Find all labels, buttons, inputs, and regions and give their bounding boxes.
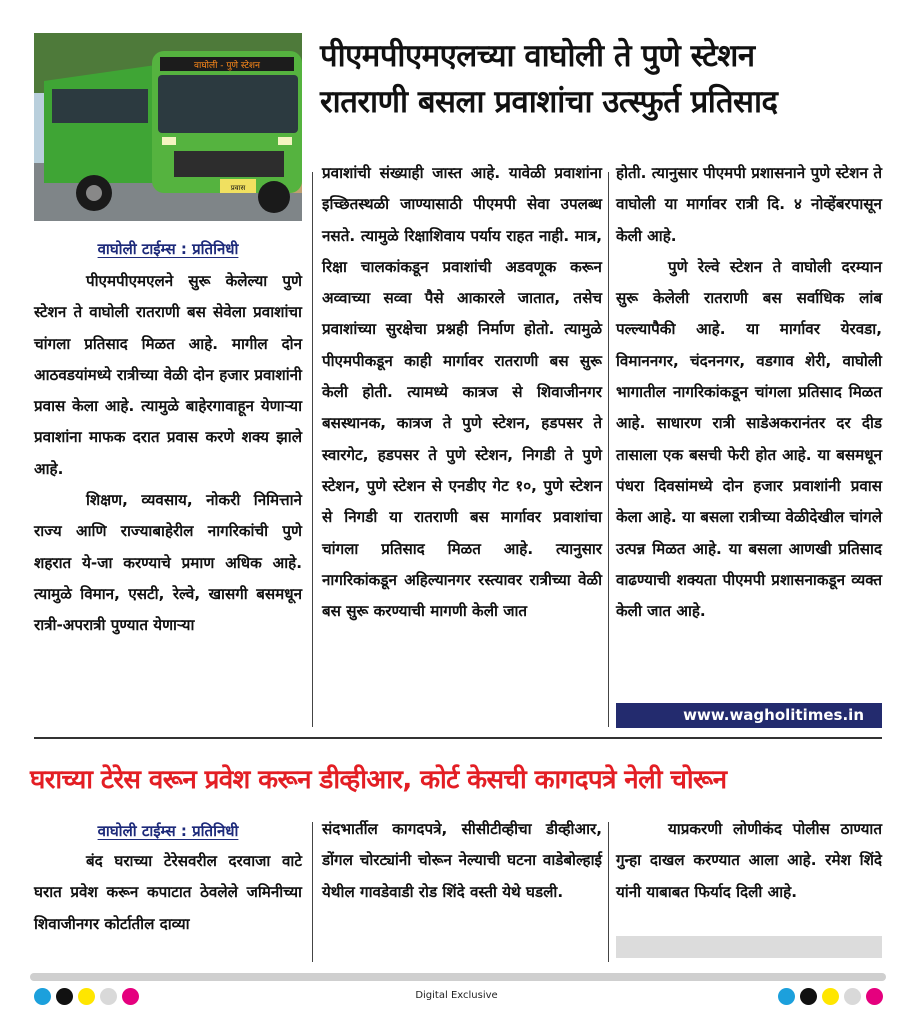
- story1-col3-para1: होती. त्यानुसार पीएमपी प्रशासनाने पुणे स्टेशन ते वाघोली या मार्गावर रात्री दि. ४ नोव्हेंबरपासून केली आहे.: [616, 164, 882, 245]
- bus-route-plate: प्रवास: [230, 184, 246, 192]
- column-divider: [312, 822, 313, 962]
- column-divider: [312, 172, 313, 727]
- story1-byline: वाघोली टाईम्स : प्रतिनिधी: [97, 240, 239, 258]
- story2-column-1: [34, 816, 302, 940]
- story1-col3-para2: पुणे रेल्वे स्टेशन ते वाघोली दरम्यान सुरू केलेली रातराणी बस सर्वाधिक लांब पल्ल्यापैकी आहे. या मार्गावर येरवडा, विमाननगर, चंदननगर, वडगाव शेरी, वाघोली भागातील नागरिकांकडून चांगला प्रतिसाद मिळत आहे. साधारण रात्री साडेअकरानंतर दर दीड तासाला एक बसची फेरी होत आहे. या बसमधून पंधरा दिवसांमध्ये दोन हजार प्रवाशांनी प्रवास केला आहे. या बसला रात्रीच्या वेळीदेखील चांगले उत्पन्न मिळत आहे. या बसला आणखी प्रतिसाद वाढण्याची शक्यता पीएमपी प्रशासनाकडून व्यक्त केली जात आहे.: [616, 257, 882, 621]
- black-swatch-icon: [800, 988, 817, 1005]
- story1-column-3: [616, 158, 882, 627]
- gray-placeholder-box: [616, 936, 882, 958]
- footer-bar: [30, 973, 886, 981]
- story1-col1-para1: पीएमपीएमएलने सुरू केलेल्या पुणे स्टेशन ते वाघोली रातराणी बस सेवेला प्रवाशांचा चांगला प्रतिसाद मिळत आहे. मागील दोन आठवडयांमध्ये रात्रीच्या वेळी दोन हजार प्रवाशांनी प्रवास केला आहे. त्यामुळे बाहेरगावाहून येणाऱ्या प्रवाशांना माफक दरात प्रवास करणे शक्य झाले आहे.: [34, 272, 302, 478]
- story1-headline-line1: पीएमपीएमएलच्या वाघोली ते पुणे स्टेशन: [320, 38, 755, 74]
- website-bar: www.wagholitimes.in: [616, 703, 882, 728]
- story2-col2-para: संदभार्तील कागदपत्रे, सीसीटीव्हीचा डीव्हीआर, डोंगल चोरट्यांनी चोरून नेल्याची घटना वाडेबोल्हाई येथील गावडेवाडी रोड शिंदे वस्ती येथे घडली.: [322, 820, 602, 901]
- column-divider: [608, 172, 609, 727]
- story2-column-3: [616, 814, 882, 908]
- column-divider: [608, 822, 609, 962]
- section-divider: [34, 737, 882, 739]
- bus-destination-display: वाघोली - पुणे स्टेशन: [193, 61, 261, 71]
- story1-col2-para: प्रवाशांची संख्याही जास्त आहे. यावेळी प्रवाशांना इच्छितस्थळी जाण्यासाठी पीएमपी सेवा उपलब्ध नसते. त्यामुळे रिक्षाशिवाय पर्याय राहत नाही. मात्र, रिक्षा चालकांकडून प्रवाशांची अडवणूक करून अव्वाच्या सव्वा पैसे आकारले जातात, तसेच प्रवाशांच्या सुरक्षेचा प्रश्नही निर्माण होतो. त्यामुळे पीएमपीकडून काही मार्गावर रातराणी बस सुरू केली होती. त्यामध्ये कात्रज से शिवाजीनगर बसस्थानक, कात्रज ते पुणे स्टेशन, हडपसर ते स्वारगेट, हडपसर ते पुणे स्टेशन, निगडी ते पुणे स्टेशन, पुणे स्टेशन से एनडीए गेट १०, पुणे स्टेशन से निगडी या रातराणी बस मार्गावर प्रवाशांचा चांगला प्रतिसाद मिळत आहे. त्यानुसार नागरिकांकडून अहिल्यानगर रस्त्यावर रात्रीच्या वेळी बस सुरू करण्याची मागणी केली जात: [322, 164, 602, 621]
- story1-headline-line2: रातराणी बसला प्रवाशांचा उत्स्फुर्त प्रतिसाद: [320, 84, 778, 120]
- story2-column-2: [322, 814, 602, 908]
- yellow-swatch-icon: [822, 988, 839, 1005]
- magenta-swatch-icon: [866, 988, 883, 1005]
- story1-headline: [320, 33, 890, 125]
- color-swatches-right: [778, 988, 883, 1005]
- story2-col1-para: बंद घराच्या टेरेसवरील दरवाजा वाटे घरात प्रवेश करून कपाटात ठेवलेले जमिनीच्या शिवाजीनगर कोर्टातील दाव्या: [34, 852, 302, 933]
- cyan-swatch-icon: [778, 988, 795, 1005]
- gray-swatch-icon: [844, 988, 861, 1005]
- story1-column-1: [34, 232, 302, 642]
- story2-headline: घराच्या टेरेस वरून प्रवेश करून डीव्हीआर, कोर्ट केसची कागदपत्रे नेली चोरून: [30, 765, 727, 795]
- bus-photo: [34, 33, 302, 221]
- footer-label: Digital Exclusive: [415, 990, 498, 1001]
- story2-col3-para: याप्रकरणी लोणीकंद पोलीस ठाण्यात गुन्हा दाखल करण्यात आला आहे. रमेश शिंदे यांनी याबाबत फिर्याद दिली आहे.: [616, 820, 882, 901]
- story1-column-2: [322, 158, 602, 627]
- story1-col1-para2: शिक्षण, व्यवसाय, नोकरी निमित्ताने राज्य आणि राज्याबाहेरील नागरिकांची पुणे शहरात ये-जा करण्याचे प्रमाण अधिक आहे. त्यामुळे विमान, एसटी, रेल्वे, खासगी बसमधून रात्री-अपरात्री पुण्यात येणाऱ्या: [34, 491, 302, 635]
- bus-illustration: [34, 33, 302, 221]
- story2-byline: वाघोली टाईम्स : प्रतिनिधी: [97, 822, 239, 840]
